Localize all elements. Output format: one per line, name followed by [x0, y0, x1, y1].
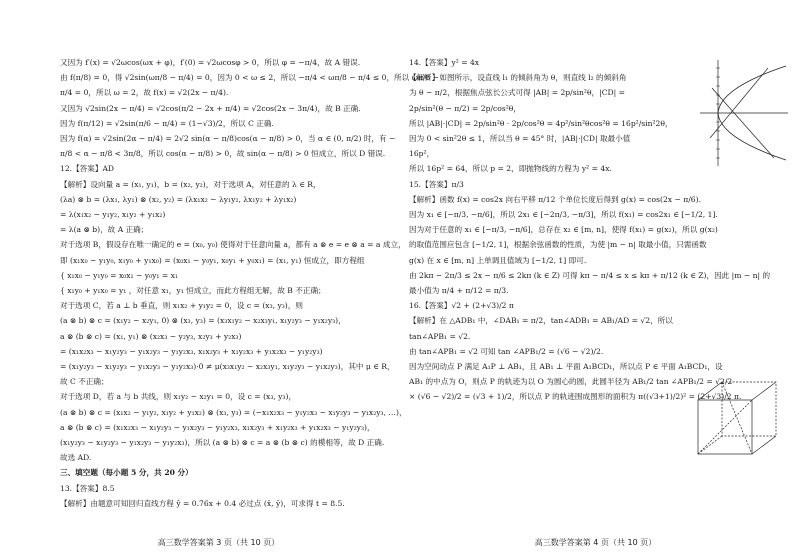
left-line: = λ(x₁x₂ − y₁y₂, x₁y₂ + y₁x₂) [60, 210, 166, 220]
left-line: 【解析】由题意可知回归直线方程 ŷ = 0.76x + 0.4 必过点 (x̄, ȳ)，可求得 t = 8.5. [60, 498, 345, 508]
left-line: (x₁y₂y₃ − x₁y₂y₃ − y₁x₂y₃ − y₁y₂x₃)，所以 (a ⊗ b) ⊗ c = a ⊗ (b ⊗ c) 的模相等，故 D 正确. [60, 438, 385, 448]
left-line: 13.【答案】8.5 [60, 483, 115, 493]
right-line: × (√6 − √2)/2 = (√3 + 1)/2，所以点 P 的轨迹围成图形的面积为 π((√3+1)/2)² = (2+√3)/2 π. [409, 392, 742, 402]
right-line: tan∠APB₁ = √2. [409, 331, 471, 341]
page-right [397, 0, 794, 558]
left-line: a ⊗ (b ⊗ c) = (x₁, y₁) ⊗ (x₂x₃ − y₂y₃, x₂y₃ + y₂x₃) [60, 331, 242, 341]
right-line: 因为 x₁ ∈ [−π/3, −π/6]，所以 2x₁ ∈ [−2π/3, −π/3]，所以 f(x₁) = cos2x₁ ∈ [−1/2, 1]. [409, 210, 718, 220]
right-line: 因为对于任意的 x₁ ∈ [−π/3, −π/6]，总存在 x₂ ∈ [m, n]，使得 f(x₁) = g(x₂)，所以 g(x₂) [409, 225, 718, 235]
right-line: 【解析】在 △ADB₁ 中，∠DAB₁ = π/2，tan∠ADB₁ = AB₁/AD = √2，所以 [409, 316, 673, 326]
right-line: 由 2kπ − 2π/3 ≤ 2x − π/6 ≤ 2kπ (k ∈ Z) 可得 kπ − π/4 ≤ x ≤ kπ + π/12 (k ∈ Z)，因此 |m − n| 的 [409, 270, 771, 280]
right-line: 为 θ − π/2，根据焦点弦长公式可得 |AB| = 2p/sin²θ，|CD| = [409, 88, 625, 98]
left-line: 对于选项 D，若 a 与 b 共线，则 x₁y₂ − x₂y₁ = 0，设 c = (x₃, y₃)， [60, 392, 297, 402]
right-line: 14.【答案】y² = 4x [409, 58, 480, 67]
left-line: = (x₁x₂x₃ − x₁y₂y₃ − y₁x₂y₃ − y₁y₂x₃, x₁x₂y₃ + x₁y₂x₃ + y₁x₂x₃ − y₁y₂y₃) [60, 346, 323, 356]
left-line: (λa) ⊗ b = (λx₁, λy₁) ⊗ (x₂, y₂) = (λx₁x₂ − λy₁y₂, λx₁y₂ + λy₁x₂) [60, 194, 297, 204]
left-line: π/8 < α − π/8 < 3π/8，所以 cos(α − π/8) > 0，故 sin(α − π/8) > 0 恒成立，所以 D 错误. [60, 149, 386, 159]
right-line: 【解析】如图所示，设直线 l₁ 的倾斜角为 θ，则直线 l₂ 的倾斜角 [409, 73, 627, 83]
left-line: π/4 = 0，所以 ω = 2，故 f(x) = √2(2x − π/4). [60, 88, 229, 98]
right-line: 16p²， [409, 149, 435, 159]
right-line: 16.【答案】√2 + (2+√3)/2 π [409, 301, 514, 311]
right-line: 因为空间动点 P 满足 A₁P ⊥ AB₁，且 AB₁ ⊥ 平面 A₁BCD₁，所以点 P ∈ 平面 A₁BCD₁，设 [409, 362, 723, 372]
right-line: 2p/sin²(θ − π/2) = 2p/cos²θ， [409, 103, 521, 113]
left-line: 【解析】设向量 a = (x₁, y₁)，b = (x₂, y₂)，对于选项 A，对任意的 λ ∈ R， [60, 179, 321, 189]
left-line: 又因为 √2sin(2x − π/4) = √2cos(π/2 − 2x + π/4) = √2cos(2x − 3π/4)，故 B 正确. [60, 103, 361, 113]
left-line: 因为 f(α) = √2sin(2α − π/4) = 2√2 sin(α − π/8)cos(α − π/8) > 0，当 α ∈ (0, π/2) 时，有 − [60, 134, 396, 144]
right-line: 由 tan∠APB₁ = √2 可知 tan ∠APB₁/2 = (√6 − √2)/2. [409, 346, 604, 356]
page-footer-right: 高三数学答案第 4 页（共 10 页） [534, 538, 657, 547]
right-line: 因为 0 < sin²2θ ≤ 1，所以当 θ = 45° 时，|AB|·|CD| 取最小值 [409, 134, 631, 144]
left-line: { x₁y₀ + y₁x₀ = y₁ ，对任意 x₁，y₁ 恒成立，而此方程组无解，故 B 不正确； [60, 286, 326, 296]
left-line: 即 (x₁x₀ − y₁y₀, x₁y₀ + y₁x₀) = (x₀x₁ − y₀y₁, x₀y₁ + y₀x₁) = (x₁, y₁) 恒成立，即方程组 [60, 255, 365, 265]
left-line: 故选 AD. [60, 453, 92, 463]
left-line: 又因为 f′(x) = √2ωcos(ωx + φ)，f′(0) = √2ωcosφ > 0，所以 φ = −π/4，故 A 错误. [60, 58, 361, 67]
right-line: 最小值为 π/4 + π/12 = π/3. [409, 286, 509, 296]
left-line: 故 C 不正确； [60, 377, 109, 387]
right-line: 所以 16p² = 64，所以 p = 2，即抛物线的方程为 y² = 4x. [409, 164, 612, 174]
left-line: 对于选项 B，假设存在唯一确定的 e = (x₀, y₀) 使得对于任意向量 a，都有 a ⊗ e = e ⊗ a = a 成立， [60, 240, 406, 250]
left-line: (a ⊗ b) ⊗ c = (x₁x₂ − y₁y₂, x₁y₂ + y₁x₂) ⊗ (x₃, y₃) = (−x₁x₂x₃ − y₁y₂x₃ − x₁y₂y₃ − y₁x₂y₃, …)， [60, 407, 407, 417]
left-line: = (x₁y₂y₃ − x₁y₂y₃ − y₁x₂y₃ − y₁y₂x₃)·0 ≠ μ(x₃x₁y₂ − x₂x₃y₁, x₁y₂y₃ − y₁x₂y₃)，其中 μ ∈ R， [60, 362, 395, 372]
right-line: g(x) 在 x ∈ [m, n] 上单调且值域为 [−1/2, 1] 即可. [409, 255, 587, 265]
left-line: 因为 f(π/12) = √2sin(π/6 − π/4) = (1−√3)/2，所以 C 正确. [60, 118, 274, 128]
line-l1 [710, 68, 768, 138]
page-footer-left: 高三数学答案第 3 页（共 10 页） [157, 538, 280, 547]
left-line: a ⊗ (b ⊗ c) = (x₁x₂x₃ − x₁y₂y₃ − y₁x₂y₃ − y₁y₂x₃, x₁x₂y₃ + x₁y₂x₃ + y₁x₂x₃ − y₁y₂y₃)， [60, 422, 375, 432]
parabola-graph [698, 58, 790, 168]
left-line: 12.【答案】AD [60, 164, 115, 174]
right-line: 所以 |AB|·|CD| = 2p/sin²θ · 2p/cos²θ = 4p²/sin²θcos²θ = 16p²/sin²2θ， [409, 118, 673, 128]
right-line: 【解析】函数 f(x) = cos2x 向右平移 π/12 个单位长度后得到 g(x) = cos(2x − π/6). [409, 194, 702, 204]
left-line: = λ(a ⊗ b)，故 A 正确； [60, 225, 149, 235]
right-line: 15.【答案】π/3 [409, 179, 464, 189]
left-line: 对于选项 C，若 a ⊥ b 垂直，则 x₁x₂ + y₁y₂ = 0，设 c = (x₃, y₃)，则 [60, 301, 303, 311]
left-line: 三、填空题（每小题 5 分，共 20 分） [60, 468, 193, 478]
right-line: 的取值范围应包含 [−1/2, 1]，根据余弦函数的性质，为使 |m − n| 取最小值，只需函数 [409, 240, 707, 250]
cube-figure [692, 378, 784, 458]
left-line: (a ⊗ b) ⊗ c = (x₁y₂ − x₂y₁, 0) ⊗ (x₃, y₃) = (x₃x₁y₂ − x₂x₃y₁, x₁y₂y₃ − y₁x₂y₃)， [60, 316, 346, 326]
left-line: 由 f(π/8) = 0，得 √2sin(ωπ/8 − π/4) = 0，因为 0 < ω ≤ 2，所以 −π/4 < ωπ/8 − π/4 ≤ 0，所以 ωπ/8 − [60, 73, 439, 83]
right-line: AB₁ 的中点为 O，则点 P 的轨迹为以 O 为圆心的圆，此圆半径为 AB₁/2 tan ∠APB₁/2 = √2/2 [409, 377, 733, 387]
left-line: { x₁x₀ − y₁y₀ = x₀x₁ − y₀y₁ = x₁ [60, 270, 178, 280]
